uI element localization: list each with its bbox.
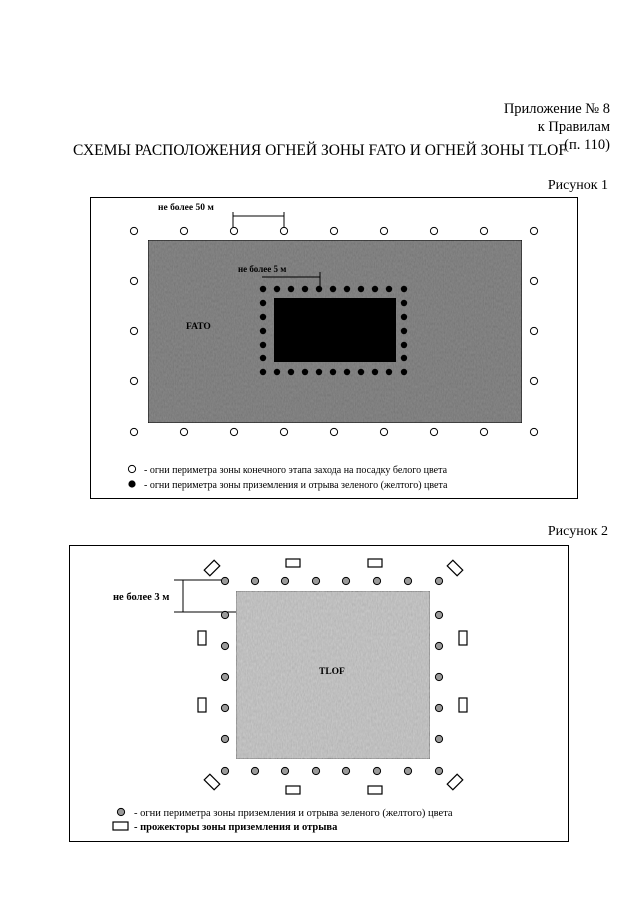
tlof-light: [435, 577, 442, 584]
appendix-clause: (п. 110): [564, 137, 610, 153]
appendix-rules: к Правилам: [537, 119, 610, 135]
tlof-light: [435, 704, 442, 711]
tlof-light: [435, 673, 442, 680]
floodlight: [459, 631, 467, 645]
figure1-label: Рисунок 1: [547, 178, 608, 193]
dim-50m-label: не более 50 м: [158, 203, 214, 213]
tlof-light: [435, 611, 442, 618]
tlof-light: [221, 611, 228, 618]
legend-lights-text: - огни периметра зоны приземления и отрыва зеленого (желтого) цвета: [134, 808, 453, 819]
floodlight: [368, 559, 382, 567]
page-title: СХЕМЫ РАСПОЛОЖЕНИЯ ОГНЕЙ ЗОНЫ FATO И ОГНЕЙ ЗОНЫ TLOF: [73, 142, 567, 159]
legend-green-text: - огни периметра зоны приземления и отрыва зеленого (желтого) цвета: [144, 480, 448, 491]
floodlight: [286, 786, 300, 794]
tlof-light: [435, 642, 442, 649]
tlof-light: [221, 704, 228, 711]
legend-tlof-light-icon: [117, 808, 124, 815]
tlof-light: [342, 767, 349, 774]
tlof-light: [404, 767, 411, 774]
legend-white-text: - огни периметра зоны конечного этапа захода на посадку белого цвета: [144, 465, 448, 476]
tlof-light: [221, 673, 228, 680]
tlof-light: [435, 767, 442, 774]
tlof-light: [281, 767, 288, 774]
tlof-light: [435, 735, 442, 742]
tlof-light: [312, 577, 319, 584]
tlof-light: [251, 577, 258, 584]
tlof-light: [251, 767, 258, 774]
floodlight: [204, 774, 220, 790]
floodlight: [198, 631, 206, 645]
figure2-label: Рисунок 2: [547, 524, 608, 539]
tlof-light: [221, 642, 228, 649]
floodlight: [368, 786, 382, 794]
tlof-light: [342, 577, 349, 584]
tlof-light: [221, 735, 228, 742]
tlof-light: [281, 577, 288, 584]
tlof-light: [404, 577, 411, 584]
floodlight: [447, 774, 463, 790]
floodlight: [286, 559, 300, 567]
fato-zone-label: FATO: [186, 322, 211, 332]
tlof-zone-label: TLOF: [319, 667, 345, 677]
legend-floodlight-icon: [113, 822, 128, 830]
dim-5m-label: не более 5 м: [238, 264, 287, 274]
tlof-light: [373, 577, 380, 584]
tlof-light: [312, 767, 319, 774]
floodlight: [204, 560, 220, 576]
floodlight: [198, 698, 206, 712]
tlof-light: [221, 577, 228, 584]
floodlight: [447, 560, 463, 576]
appendix-number: Приложение № 8: [503, 101, 610, 117]
legend-floods-text: - прожекторы зоны приземления и отрыва: [134, 822, 338, 833]
dim-3m-label: не более 3 м: [113, 592, 170, 603]
tlof-light: [221, 767, 228, 774]
floodlight: [459, 698, 467, 712]
tlof-light: [373, 767, 380, 774]
